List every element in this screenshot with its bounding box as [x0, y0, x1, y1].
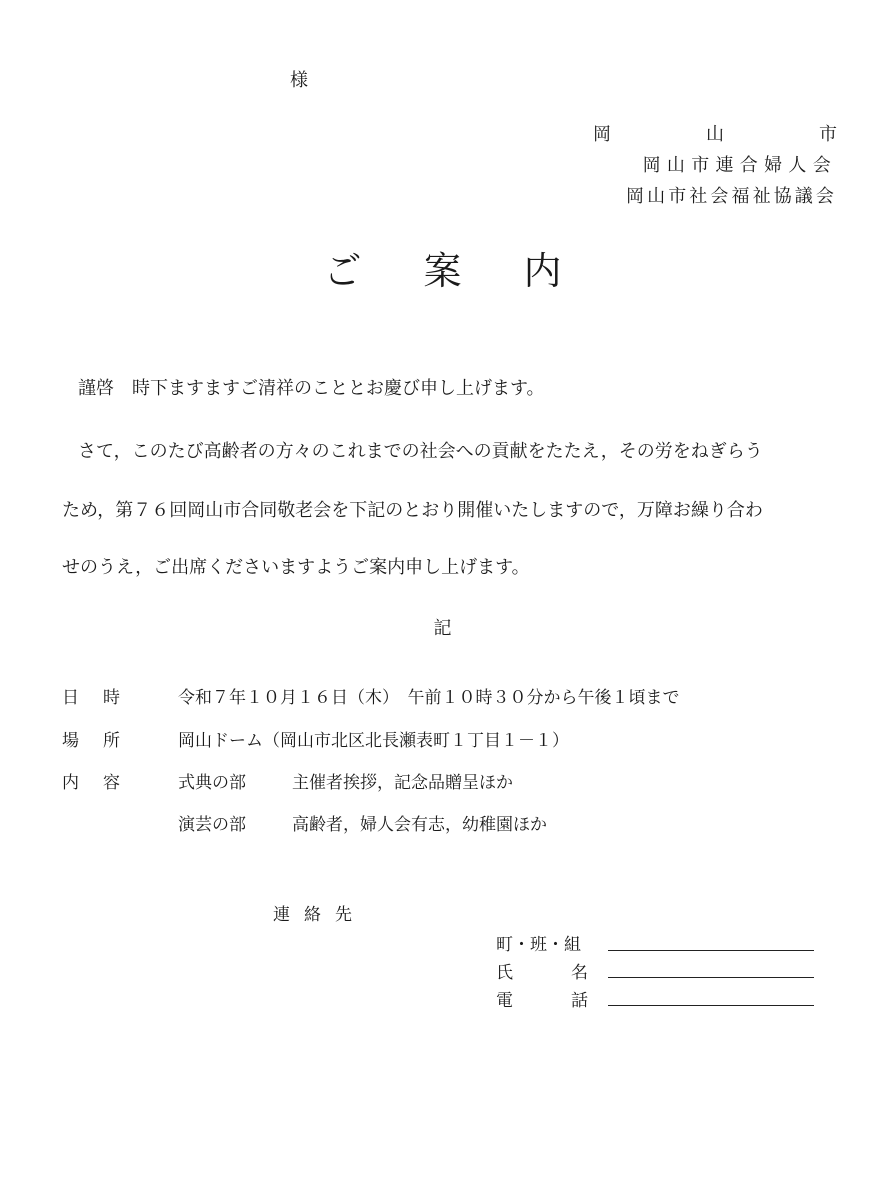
sender-char: 岡 — [593, 124, 611, 145]
sender-social-welfare-council: 岡山市社会福祉協議会 — [626, 186, 837, 207]
label-char: 電 — [496, 991, 513, 1011]
sender-char: 山 — [706, 124, 724, 145]
body-line: さて，このたび高齢者の方々のこれまでの社会への貢献をたたえ，その労をねぎらう — [78, 441, 763, 462]
ceremony-section-desc: 主催者挨拶，記念品贈呈ほか — [292, 773, 513, 793]
label-text: 町・班・組 — [496, 935, 581, 955]
label-char: 場 — [62, 731, 79, 751]
sender-okayama-city — [593, 120, 837, 146]
label-char: 所 — [103, 731, 120, 751]
ceremony-section-name: 式典の部 — [178, 773, 246, 793]
phone-label — [496, 986, 588, 1011]
place-label — [62, 726, 120, 751]
label-char: 話 — [571, 991, 588, 1011]
label-char: 氏 — [496, 963, 513, 983]
date-label — [62, 683, 120, 708]
label-char: 内 — [62, 773, 79, 793]
label-char: 時 — [103, 688, 120, 708]
sender-womens-association: 岡山市連合婦人会 — [642, 155, 837, 176]
name-input-line[interactable] — [608, 977, 814, 978]
label-char: 容 — [103, 773, 120, 793]
label-char: 日 — [62, 688, 79, 708]
addressee-suffix: 様 — [290, 70, 308, 91]
body-line: ため，第７６回岡山市合同敬老会を下記のとおり開催いたしますので，万障お繰り合わ — [62, 500, 763, 521]
town-group-input-line[interactable] — [608, 950, 814, 951]
name-label — [496, 958, 588, 983]
phone-input-line[interactable] — [608, 1005, 814, 1006]
greeting-line: 謹啓 時下ますますご清祥のこととお慶び申し上げます。 — [78, 378, 545, 399]
content-label — [62, 768, 120, 793]
sender-char: 市 — [819, 124, 837, 145]
entertainment-section-name: 演芸の部 — [178, 815, 246, 835]
body-line: せのうえ，ご出席くださいますようご案内申し上げます。 — [62, 557, 530, 578]
document-title: ご案内 — [323, 249, 624, 293]
contact-heading: 連絡先 — [273, 905, 366, 925]
town-group-label — [496, 930, 588, 955]
ki-heading: 記 — [433, 618, 452, 639]
label-char: 名 — [571, 963, 588, 983]
entertainment-section-desc: 高齢者，婦人会有志，幼稚園ほか — [292, 815, 547, 835]
place-value: 岡山ドーム（岡山市北区北長瀬表町１丁目１－１） — [178, 731, 569, 751]
date-value: 令和７年１０月１６日（木） 午前１０時３０分から午後１頃まで — [178, 688, 680, 708]
